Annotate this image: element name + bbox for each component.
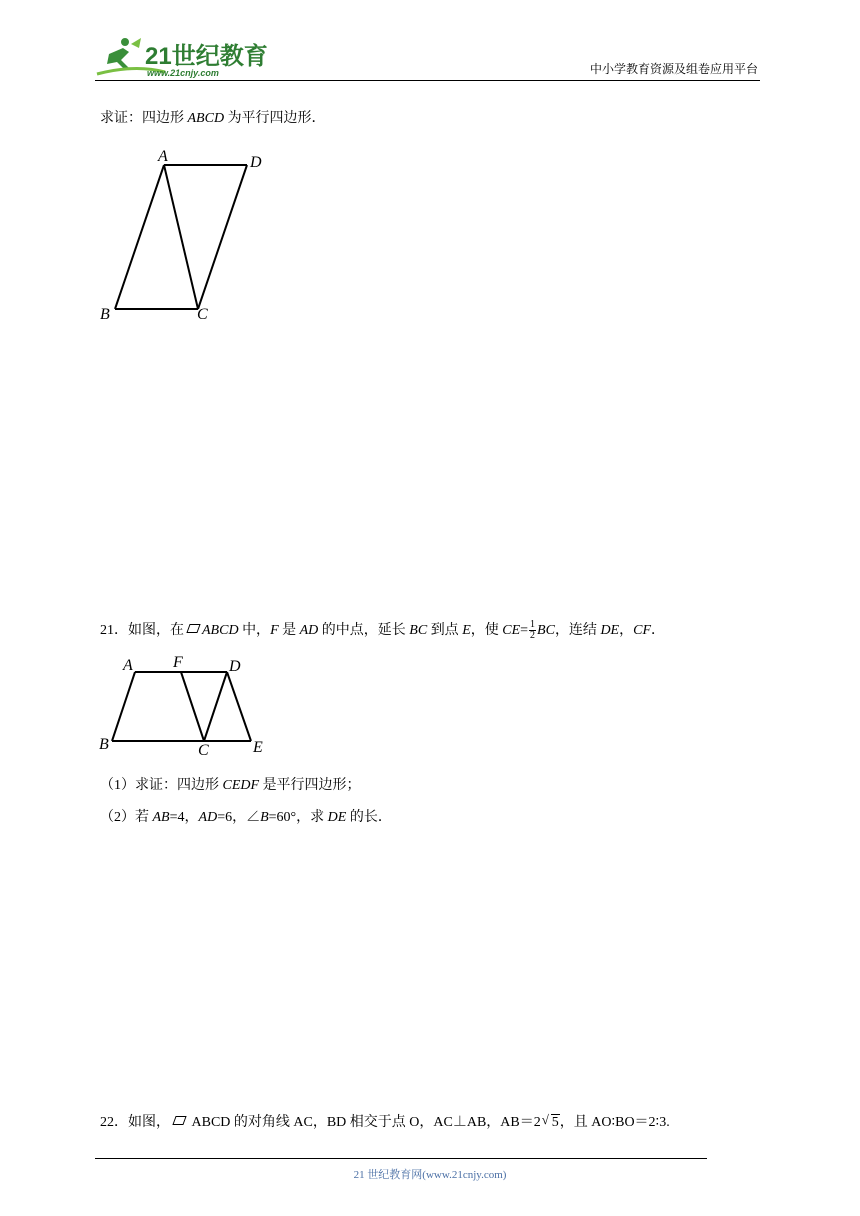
label-E: E — [253, 739, 263, 756]
segment-AB — [112, 672, 135, 741]
sqrt-five: √ 5 — [551, 1114, 560, 1131]
footer-divider — [95, 1158, 707, 1159]
label-D: D — [229, 658, 241, 675]
label-F: F — [173, 654, 183, 671]
q22-stem: 22．如图， ABCD 的对角线 AC，BD 相交于点 O，AC⊥AB，AB＝2√ 5，且 AO∶BO＝2∶3. — [100, 1111, 670, 1131]
label-C: C — [197, 306, 208, 323]
q20-parallelogram-figure — [95, 145, 280, 325]
parallelogram-symbol-icon — [172, 1116, 186, 1125]
segment-DC — [204, 672, 227, 741]
segment-DE — [227, 672, 251, 741]
page-header — [95, 32, 760, 81]
fraction-one-half: $\frac{1}{2}$ — [530, 619, 536, 642]
label-D: D — [250, 154, 262, 171]
label-C: C — [198, 742, 209, 759]
logo-21cnjy — [95, 34, 268, 78]
q20-prove-statement: 求证：四边形 ABCD 为平行四边形． — [100, 111, 326, 126]
label-B: B — [99, 736, 109, 753]
label-A: A — [123, 657, 133, 674]
svg-text:21世纪教育: 21世纪教育 — [145, 43, 268, 70]
q21-stem: 21．如图，在 ABCD 中，F 是 AD 的中点，延长 BC 到点 E，使 CE= $\frac{1}{2}$ BC，连结 DE，CF． — [100, 619, 665, 642]
q21-parallelogram-figure — [95, 652, 275, 760]
segment-DC — [198, 165, 247, 309]
page-footer: 21 世纪教育网(www.21cnjy.com) — [353, 1169, 507, 1181]
q21-part2: （2）若 AB=4，AD=6，∠B=60°，求 DE 的长． — [100, 810, 392, 825]
parallelogram-symbol-icon — [186, 624, 200, 633]
svg-text:www.21cnjy.com: www.21cnjy.com — [147, 68, 219, 78]
header-platform-text: 中小学教育资源及组卷应用平台 — [589, 62, 758, 76]
q21-part1: （1）求证：四边形 CEDF 是平行四边形； — [100, 778, 361, 793]
label-B: B — [100, 306, 110, 323]
segment-FC — [181, 672, 204, 741]
segment-AB — [115, 165, 164, 309]
segment-AC — [164, 165, 198, 309]
label-A: A — [158, 148, 168, 165]
